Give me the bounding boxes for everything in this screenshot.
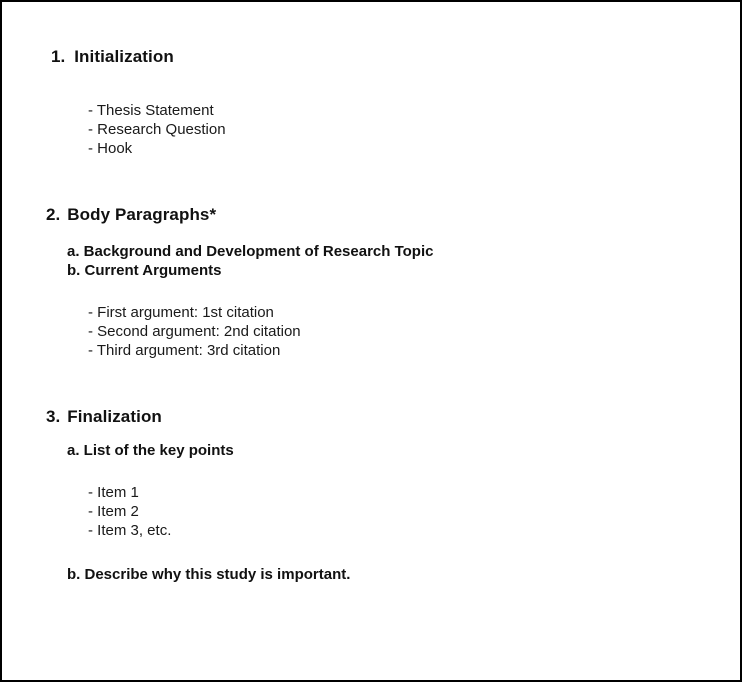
- section-3-title: Finalization: [67, 407, 162, 426]
- section-1-title: Initialization: [74, 47, 174, 66]
- list-item: - Research Question: [88, 121, 226, 138]
- section-1-heading: [51, 46, 174, 68]
- section-2-title: Body Paragraphs*: [67, 205, 217, 224]
- subheading-3a: a. List of the key points: [67, 442, 234, 459]
- section-3-heading: [46, 406, 162, 428]
- list-item: - Thesis Statement: [88, 102, 214, 119]
- section-2-heading: [46, 204, 216, 226]
- subheading-3b: b. Describe why this study is important.: [67, 566, 351, 583]
- list-item: - Second argument: 2nd citation: [88, 323, 301, 340]
- section-1-number: 1.: [51, 47, 66, 66]
- subheading-2b: b. Current Arguments: [67, 262, 222, 279]
- list-item: - Hook: [88, 140, 133, 157]
- list-item: - Item 3, etc.: [88, 522, 172, 539]
- subheading-2a: a. Background and Development of Research Topic: [67, 243, 434, 260]
- section-2-number: 2.: [46, 205, 61, 224]
- list-item: - Third argument: 3rd citation: [88, 342, 281, 359]
- list-item: - Item 2: [88, 503, 139, 520]
- section-3-number: 3.: [46, 407, 61, 426]
- list-item: - Item 1: [88, 484, 139, 501]
- list-item: - First argument: 1st citation: [88, 304, 274, 321]
